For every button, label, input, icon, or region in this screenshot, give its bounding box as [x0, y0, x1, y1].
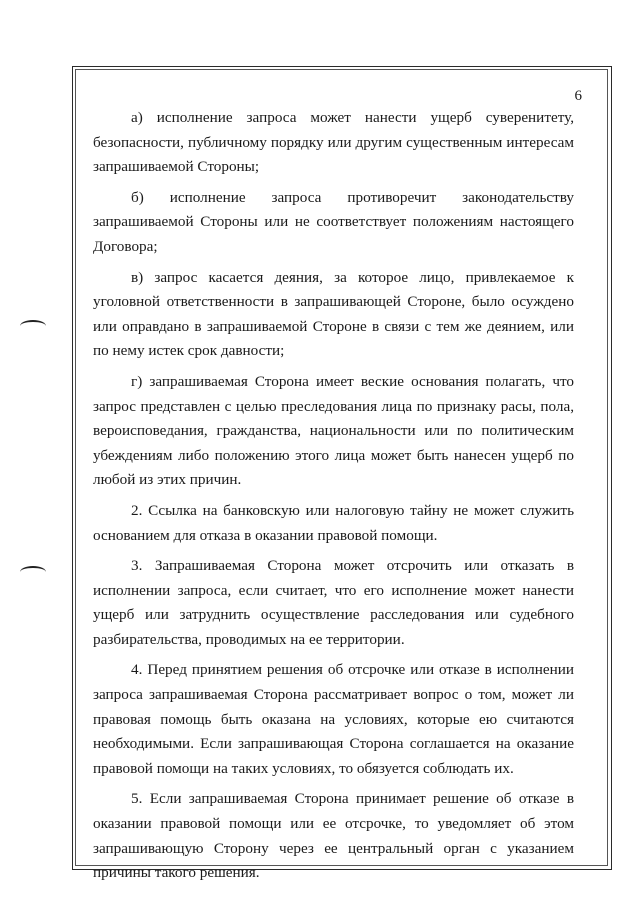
paragraph-a: а) исполнение запроса может нанести ущерб суверенитету, безопасности, публичному порядку или другим существенным интересам запрашиваемой Стороны;	[93, 109, 574, 176]
binding-hole-mark	[20, 566, 46, 578]
binding-hole-mark	[20, 320, 46, 332]
paragraph-3: 3. Запрашиваемая Сторона может отсрочить или отказать в исполнении запроса, если считает, что его исполнение может нанести ущерб или затруднить осуществление расследования или судебного разбирательства, проводимых на ее территории.	[93, 557, 574, 648]
paragraph-4: 4. Перед принятием решения об отсрочке или отказе в исполнении запроса запрашиваемая Сторона рассматривает вопрос о том, может ли правовая помощь быть оказана на условиях, которые ею считаются необходимыми. Если запрашивающая Сторона соглашается на оказание правовой помощи на таких условиях, то обязуется соблюдать их.	[93, 661, 574, 777]
document-body	[93, 106, 574, 892]
paragraph-2: 2. Ссылка на банковскую или налоговую тайну не может служить основанием для отказа в оказании правовой помощи.	[93, 501, 574, 544]
paragraph-v: в) запрос касается деяния, за которое лицо, привлекаемое к уголовной ответственности в запрашивающей Стороне, было осуждено или оправдано в запрашиваемой Стороне в связи с тем же деянием, или по нему истек срок давности;	[93, 268, 574, 360]
paragraph-5: 5. Если запрашиваемая Сторона принимает решение об отказе в оказании правовой помощи или ее отсрочке, то уведомляет об этом запрашивающую Сторону через ее центральный орган с указанием причины такого решения.	[93, 790, 574, 882]
page-number: 6	[574, 88, 582, 104]
paragraph-g: г) запрашиваемая Сторона имеет веские основания полагать, что запрос представлен с целью преследования лица по признаку расы, пола, вероисповедания, гражданства, национальности или по политическим убеждениям либо положению этого лица может быть нанесен ущерб по любой из этих причин.	[93, 372, 574, 489]
paragraph-b: б) исполнение запроса противоречит законодательству запрашиваемой Стороны или не соответствует положениям настоящего Договора;	[93, 188, 574, 255]
